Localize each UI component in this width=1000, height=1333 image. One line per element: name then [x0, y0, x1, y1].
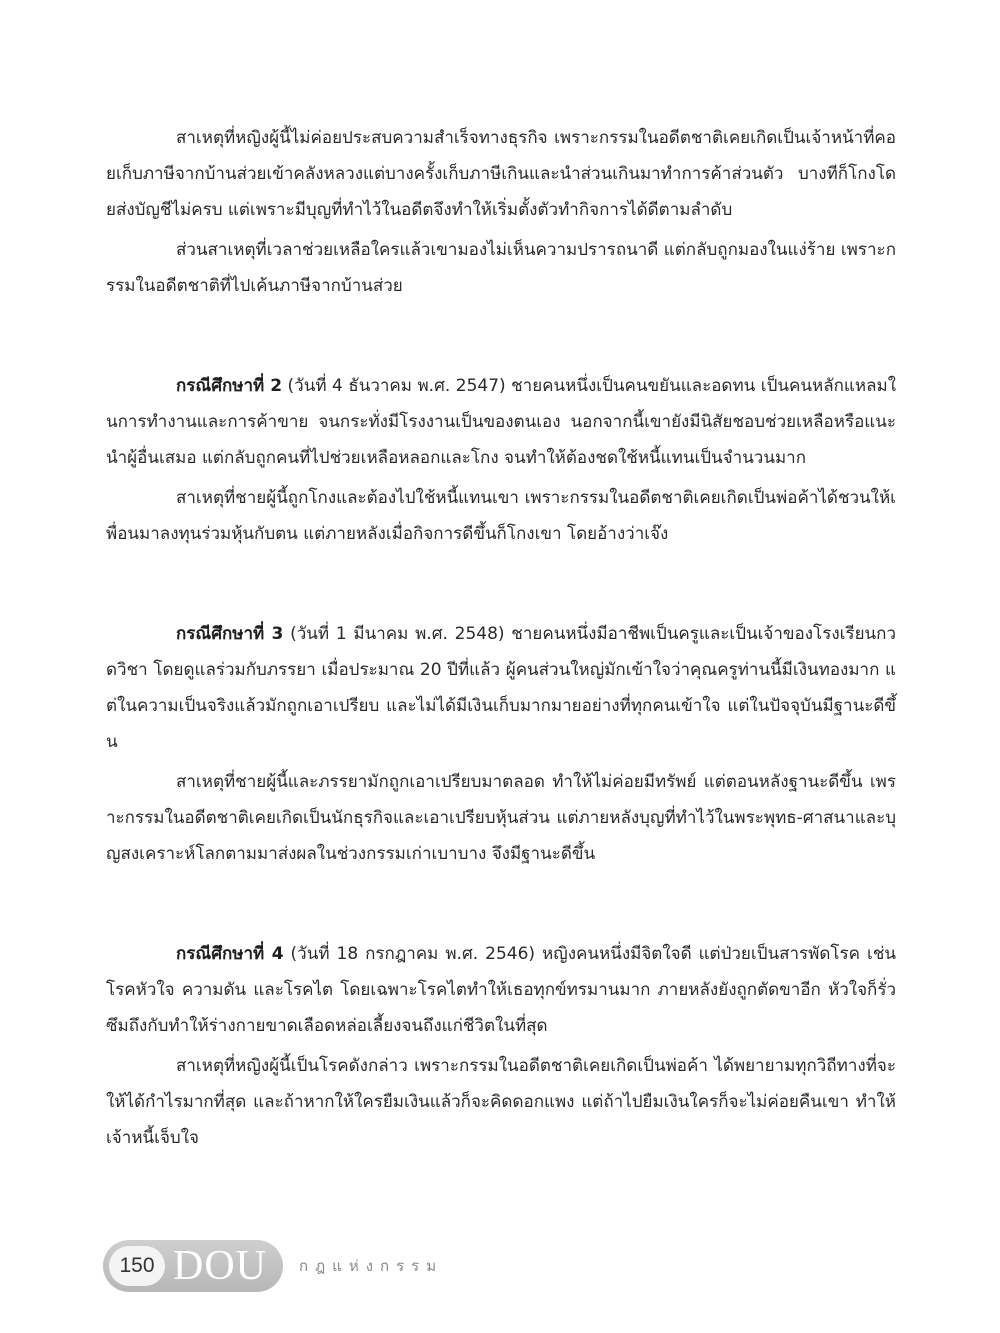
case-study-2-cause: สาเหตุที่ชายผู้นี้ถูกโกงและต้องไปใช้หนี้แทนเขา เพราะกรรมในอดีตชาติเคยเกิดเป็นพ่อค้าได้ชวนให้เพื่อนมาลงทุนร่วมหุ้นกับตน แต่ภายหลังเมื่อกิจการดีขึ้นก็โกงเขา โดยอ้างว่าเจ๊ง — [106, 488, 896, 544]
case-study-2-story: (วันที่ 4 ธันวาคม พ.ศ. 2547) ชายคนหนึ่งเป็นคนขยันและอดทน เป็นคนหลักแหลมในการทำงานและการค้าขาย จนกระทั่งมีโรงงานเป็นของตนเอง นอกจากนี้เขายังมีนิสัยชอบช่วยเหลือหรือแนะนำผู้อื่นเสมอ แต่กลับถูกคนที่ไปช่วยเหลือหลอกและโกง จนทำให้ต้องชดใช้หนี้แทนเป็นจำนวนมาก — [106, 376, 896, 468]
paragraph-cause-misjudged: ส่วนสาเหตุที่เวลาช่วยเหลือใครแล้วเขามองไม่เห็นความปรารถนาดี แต่กลับถูกมองในแง่ร้าย เพราะกรรมในอดีตชาติที่ไปเค้นภาษีจากบ้านส่วย — [106, 240, 896, 296]
case-study-2 — [106, 368, 896, 476]
case-study-3-cause: สาเหตุที่ชายผู้นี้และภรรยามักถูกเอาเปรียบมาตลอด ทำให้ไม่ค่อยมีทรัพย์ แต่ตอนหลังฐานะดีขึ้น เพราะกรรมในอดีตชาติเคยเกิดเป็นนักธุรกิจและเอาเปรียบหุ้นส่วน แต่ภายหลังบุญที่ทำไว้ในพระพุทธ-ศาสนาและบุญสงเคราะห์โลกตามมาส่งผลในช่วงกรรมเก่าเบาบาง จึงมีฐานะดีขึ้น — [106, 772, 896, 864]
page-footer — [103, 1240, 443, 1292]
case-study-3 — [106, 616, 896, 760]
section-spacer — [106, 556, 896, 616]
case-study-4-cause: สาเหตุที่หญิงผู้นี้เป็นโรคดังกล่าว เพราะกรรมในอดีตชาติเคยเกิดเป็นพ่อค้า ได้พยายามทุกวิถีทางที่จะให้ได้กำไรมากที่สุด และถ้าหากให้ใครยืมเงินแล้วก็จะคิดดอกแพง แต่ถ้าไปยืมเงินใครก็จะไม่ค่อยคืนเขา ทำให้เจ้าหนี้เจ็บใจ — [106, 1056, 896, 1148]
case-study-2-label: กรณีศึกษาที่ 2 — [176, 376, 283, 396]
book-title: กฎแห่งกรรม — [299, 1257, 444, 1275]
footer-badge — [103, 1240, 283, 1292]
page-body — [106, 120, 896, 1160]
paragraph-cause-business: สาเหตุที่หญิงผู้นี้ไม่ค่อยประสบความสำเร็จทางธุรกิจ เพราะกรรมในอดีตชาติเคยเกิดเป็นเจ้าหน้าที่คอยเก็บภาษีจากบ้านส่วยเข้าคลังหลวงแต่บางครั้งเก็บภาษีเกินและนำส่วนเกินมาทำการค้าส่วนตัว บางทีก็โกงโดยส่งบัญชีไม่ครบ แต่เพราะมีบุญที่ทำไว้ในอดีตจึงทำให้เริ่มตั้งตัวทำกิจการได้ดีตามลำดับ — [106, 128, 896, 220]
case-study-4 — [106, 936, 896, 1044]
case-study-4-story: (วันที่ 18 กรกฎาคม พ.ศ. 2546) หญิงคนหนึ่งมีจิตใจดี แต่ป่วยเป็นสารพัดโรค เช่น โรคหัวใจ ความดัน และโรคไต โดยเฉพาะโรคไตทำให้เธอทุกข์ทรมานมาก ภายหลังยังถูกตัดขาอีก หัวใจก็รั่วซึมถึงกับทำให้ร่างกายขาดเลือดหล่อเลี้ยงจนถึงแก่ชีวิตในที่สุด — [106, 944, 896, 1036]
section-spacer — [106, 308, 896, 368]
page-number: 150 — [109, 1246, 165, 1286]
section-spacer — [106, 876, 896, 936]
case-study-3-story: (วันที่ 1 มีนาคม พ.ศ. 2548) ชายคนหนึ่งมีอาชีพเป็นครูและเป็นเจ้าของโรงเรียนกวดวิชา โดยดูแลร่วมกับภรรยา เมื่อประมาณ 20 ปีที่แล้ว ผู้คนส่วนใหญ่มักเข้าใจว่าคุณครูท่านนี้มีเงินทองมาก แต่ในความเป็นจริงแล้วมักถูกเอาเปรียบ และไม่ได้มีเงินเก็บมากมายอย่างที่ทุกคนเข้าใจ แต่ในปัจจุบันมีฐานะดีขึ้น — [106, 624, 896, 752]
case-study-4-label: กรณีศึกษาที่ 4 — [176, 944, 284, 964]
dou-logo: DOU — [173, 1243, 267, 1289]
case-study-3-label: กรณีศึกษาที่ 3 — [176, 624, 284, 644]
